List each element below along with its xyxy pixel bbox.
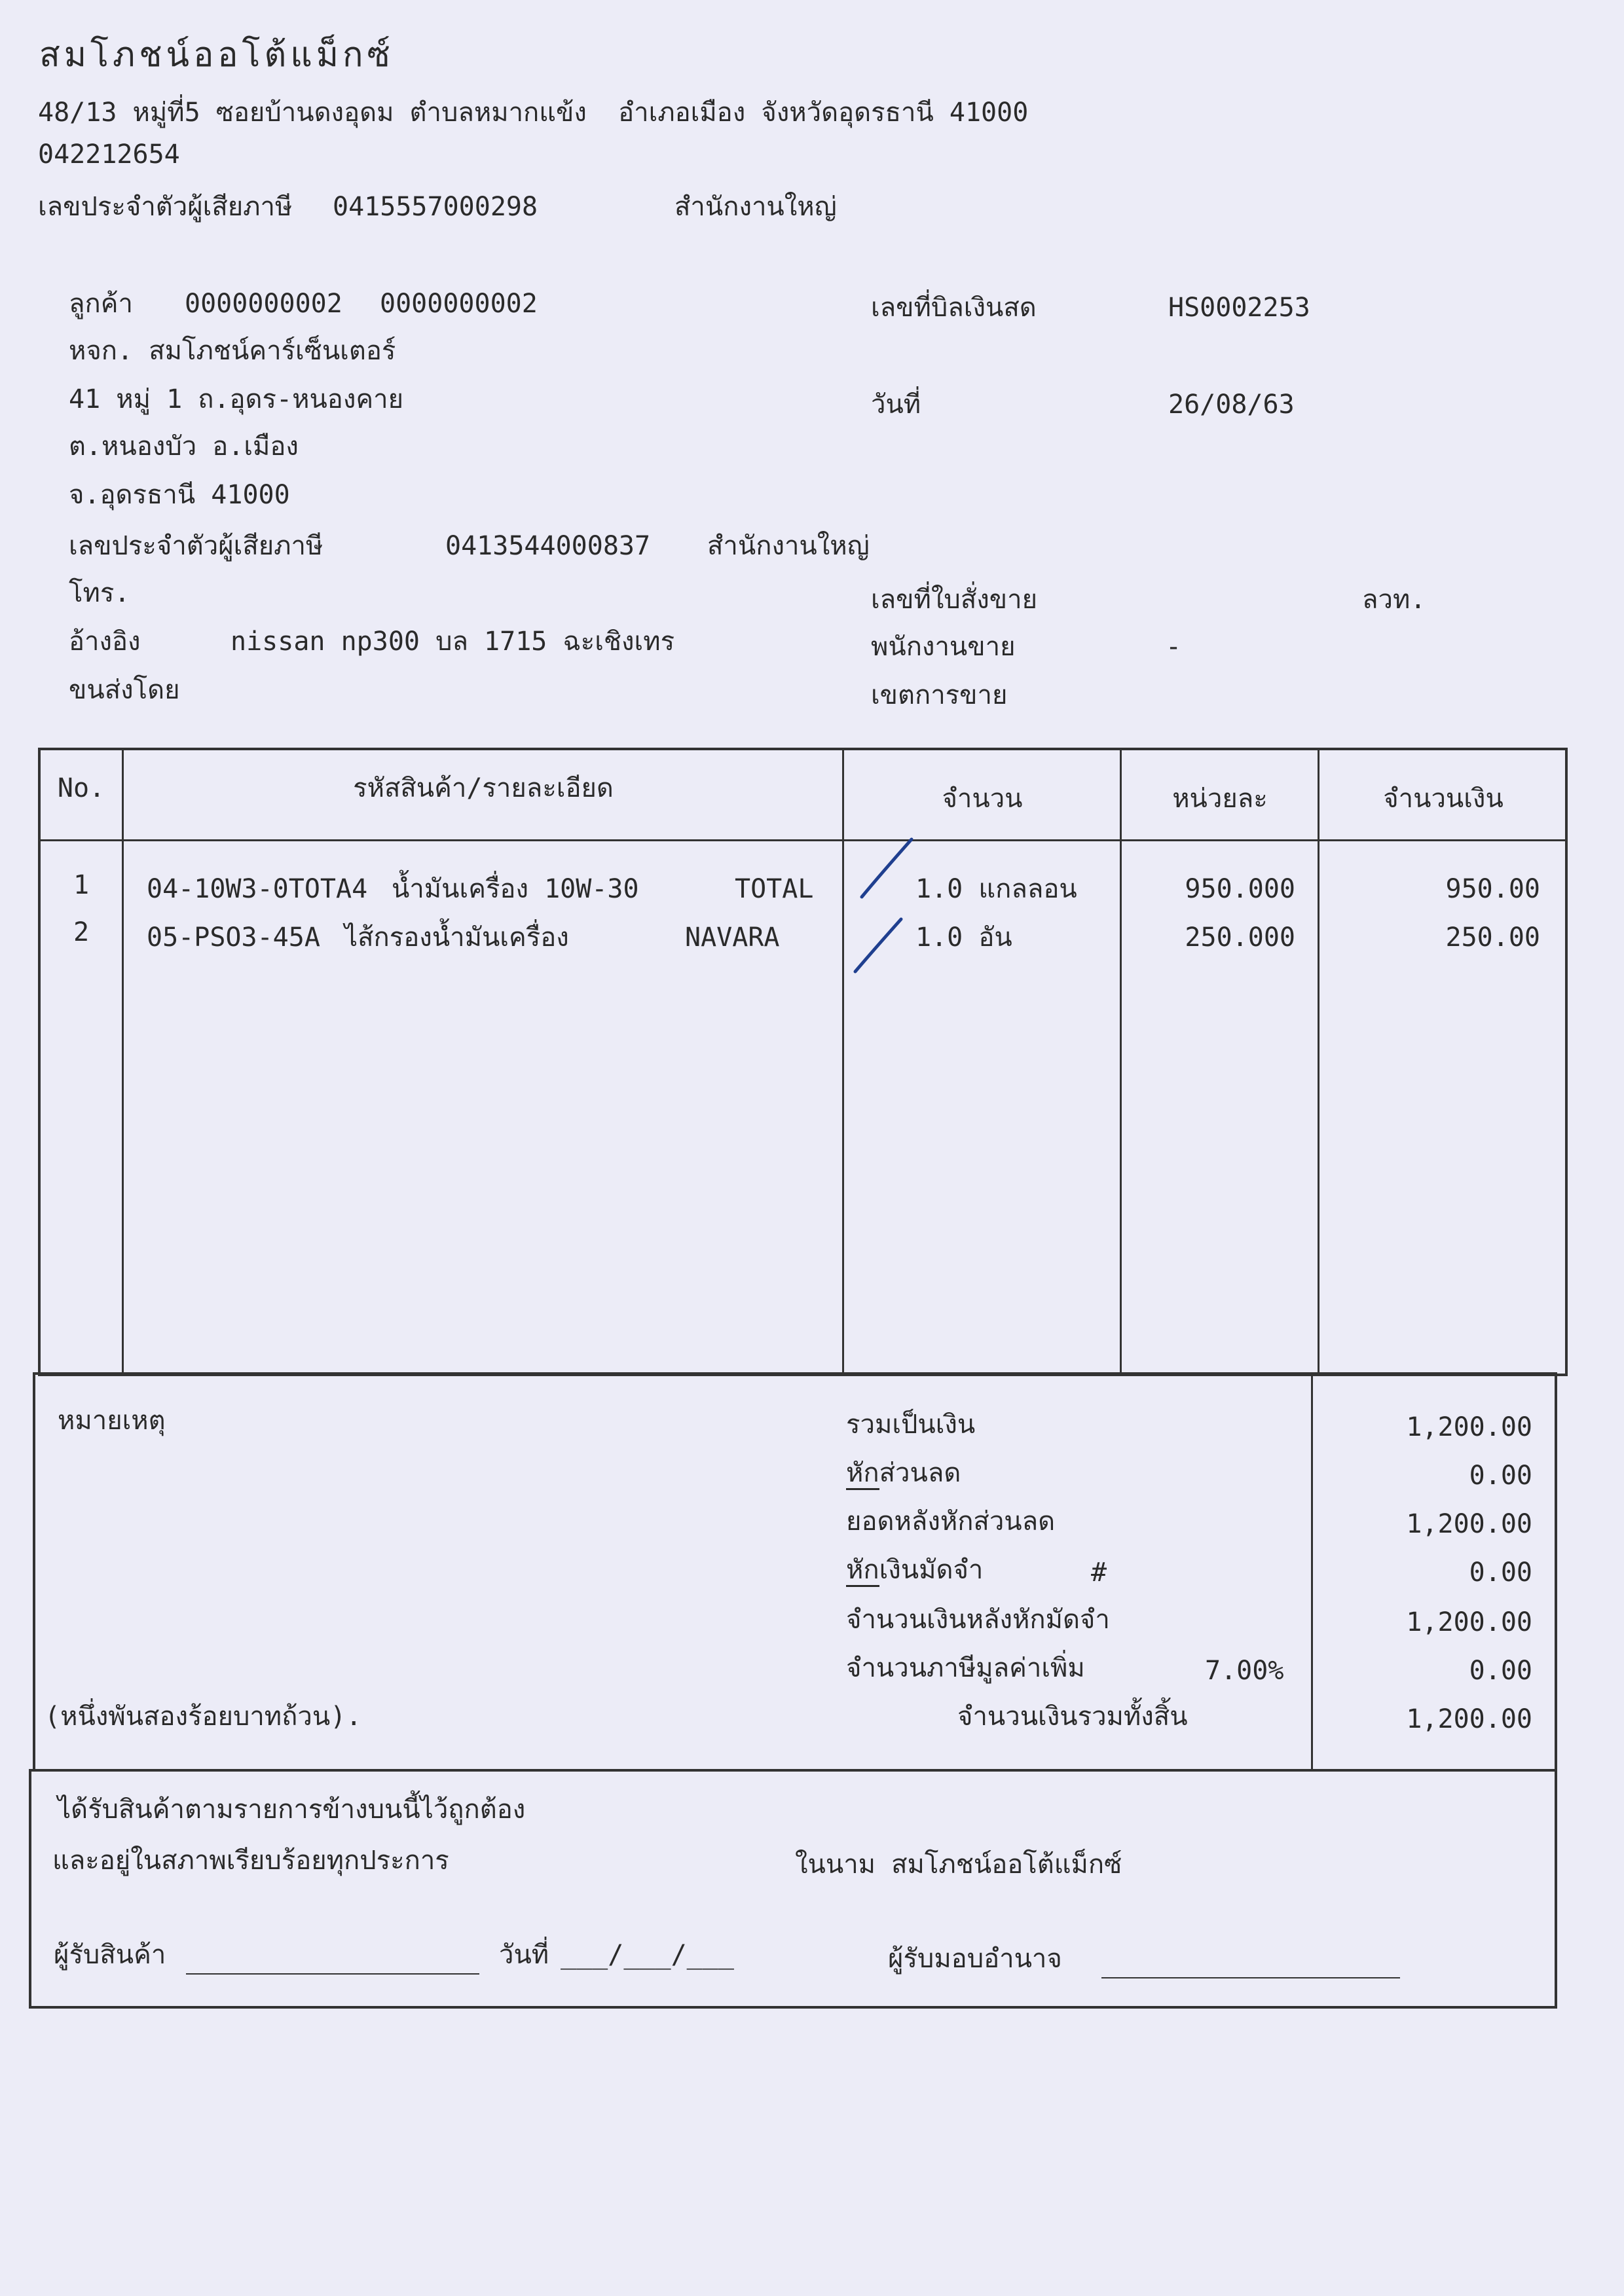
after-deposit-label: จำนวนเงินหลังหักมัดจำ [846, 1605, 1110, 1635]
receipt-confirm-line-1: ได้รับสินค้าตามรายการข้างบนนี้ไว้ถูกต้อง [58, 1795, 526, 1825]
customer-address-2: ต.หนองบัว อ.เมือง [69, 431, 299, 462]
deposit-text: เงินมัดจำ [879, 1555, 984, 1585]
discount-value: 0.00 [1469, 1461, 1532, 1491]
grand-total-value: 1,200.00 [1406, 1704, 1532, 1734]
customer-phone-label: โทร. [69, 578, 130, 608]
reference-label: อ้างอิง [69, 627, 141, 657]
receiver-label: ผู้รับสินค้า [54, 1940, 166, 1970]
discount-label [846, 1457, 961, 1489]
summary-divider [1311, 1372, 1313, 1772]
item-unit-price: 250.000 [1185, 922, 1295, 953]
vat-value: 0.00 [1469, 1656, 1532, 1686]
header-no: No. [57, 773, 105, 803]
shipping-label: ขนส่งโดย [69, 675, 180, 705]
customer-tax-id-label: เลขประจำตัวผู้เสียภาษี [69, 531, 323, 561]
sales-area-label: เขตการขาย [871, 680, 1008, 710]
receipt-confirm-line-2: และอยู่ในสภาพเรียบร้อยทุกประการ [52, 1846, 449, 1876]
bill-number-label: เลขที่บิลเงินสด [871, 293, 1037, 323]
row-number: 1 [73, 870, 90, 900]
deposit-prefix: หัก [846, 1555, 879, 1587]
customer-address-3: จ.อุดรธานี 41000 [69, 480, 290, 510]
deposit-label [846, 1554, 983, 1586]
salesperson-label: พนักงานขาย [871, 632, 1016, 662]
bill-number: HS0002253 [1168, 293, 1310, 323]
discount-text: ส่วนลด [879, 1458, 961, 1488]
receiver-signature-line [186, 1973, 479, 1975]
checkmark-icon [862, 839, 912, 897]
after-deposit-value: 1,200.00 [1406, 1607, 1532, 1637]
item-quantity: 1.0 อัน [915, 922, 1012, 953]
salesperson: - [1166, 632, 1182, 662]
company-address: 48/13 หมู่ที่5 ซอยบ้านดงอุดม ตำบลหมากแข้ง อำเภอเมือง จังหวัดอุดรธานี 41000 [38, 98, 1029, 128]
vat-label: จำนวนภาษีมูลค่าเพิ่ม [846, 1653, 1085, 1683]
subtotal-value: 1,200.00 [1406, 1412, 1532, 1442]
grand-total-label: จำนวนเงินรวมทั้งสิ้น [957, 1702, 1188, 1732]
item-amount: 950.00 [1445, 874, 1540, 904]
company-tax-id: 0415557000298 [333, 192, 538, 222]
authorized-label: ผู้รับมอบอำนาจ [888, 1944, 1062, 1974]
deposit-value: 0.00 [1469, 1558, 1532, 1588]
receive-date-label: วันที่ [499, 1940, 549, 1970]
header-quantity: จำนวน [942, 784, 1023, 814]
item-unit-price: 950.000 [1185, 874, 1295, 904]
item-code: 04-10W3-0TOTA4 [147, 874, 368, 904]
customer-code-1: 0000000002 [185, 289, 342, 319]
header-description: รหัสสินค้า/รายละเอียด [353, 773, 614, 803]
receive-date-blank: ___/___/___ [561, 1940, 734, 1970]
on-behalf-of: ในนาม สมโภชน์ออโต้แม็กซ์ [795, 1850, 1122, 1880]
vat-rate: 7.00% [1205, 1656, 1284, 1686]
item-brand: NAVARA [685, 922, 780, 953]
item-code: 05-PSO3-45A [147, 922, 320, 953]
item-brand: TOTAL [735, 874, 814, 904]
company-tax-id-label: เลขประจำตัวผู้เสียภาษี [38, 192, 293, 222]
remark-label: หมายเหตุ [58, 1406, 166, 1436]
order-number: ลวท. [1362, 585, 1426, 615]
deposit-mark: # [1091, 1558, 1107, 1588]
customer-branch: สำนักงานใหญ่ [707, 531, 870, 561]
header-unit-price: หน่วยละ [1172, 784, 1268, 814]
item-description: ไส้กรองน้ำมันเครื่อง [344, 922, 569, 953]
header-amount: จำนวนเงิน [1383, 784, 1504, 814]
order-number-label: เลขที่ใบสั่งขาย [871, 585, 1038, 615]
company-phone: 042212654 [38, 139, 180, 170]
item-description: น้ำมันเครื่อง 10W-30 [392, 874, 639, 904]
reference-value: nissan np300 บล 1715 ฉะเชิงเทร [231, 627, 675, 657]
customer-code-2: 0000000002 [380, 289, 538, 319]
after-discount-label: ยอดหลังหักส่วนลด [846, 1506, 1056, 1537]
amount-in-words: (หนึ่งพันสองร้อยบาทถ้วน). [45, 1702, 362, 1732]
after-discount-value: 1,200.00 [1406, 1509, 1532, 1539]
customer-name: หจก. สมโภชน์คาร์เซ็นเตอร์ [69, 336, 396, 366]
company-branch: สำนักงานใหญ่ [674, 192, 837, 222]
customer-tax-id: 0413544000837 [445, 531, 651, 561]
item-quantity: 1.0 แกลลอน [915, 874, 1077, 904]
subtotal-label: รวมเป็นเงิน [846, 1410, 976, 1440]
checkmark-icon [855, 919, 901, 972]
discount-prefix: หัก [846, 1458, 879, 1490]
authorized-signature-line [1101, 1977, 1400, 1978]
company-name: สมโภชน์ออโต้แม็กซ์ [39, 35, 394, 75]
customer-address-1: 41 หมู่ 1 ถ.อุดร-หนองคาย [69, 384, 404, 414]
customer-label: ลูกค้า [69, 289, 133, 319]
date-label: วันที่ [871, 390, 921, 420]
invoice-date: 26/08/63 [1168, 390, 1295, 420]
row-number: 2 [73, 917, 90, 947]
item-amount: 250.00 [1445, 922, 1540, 953]
